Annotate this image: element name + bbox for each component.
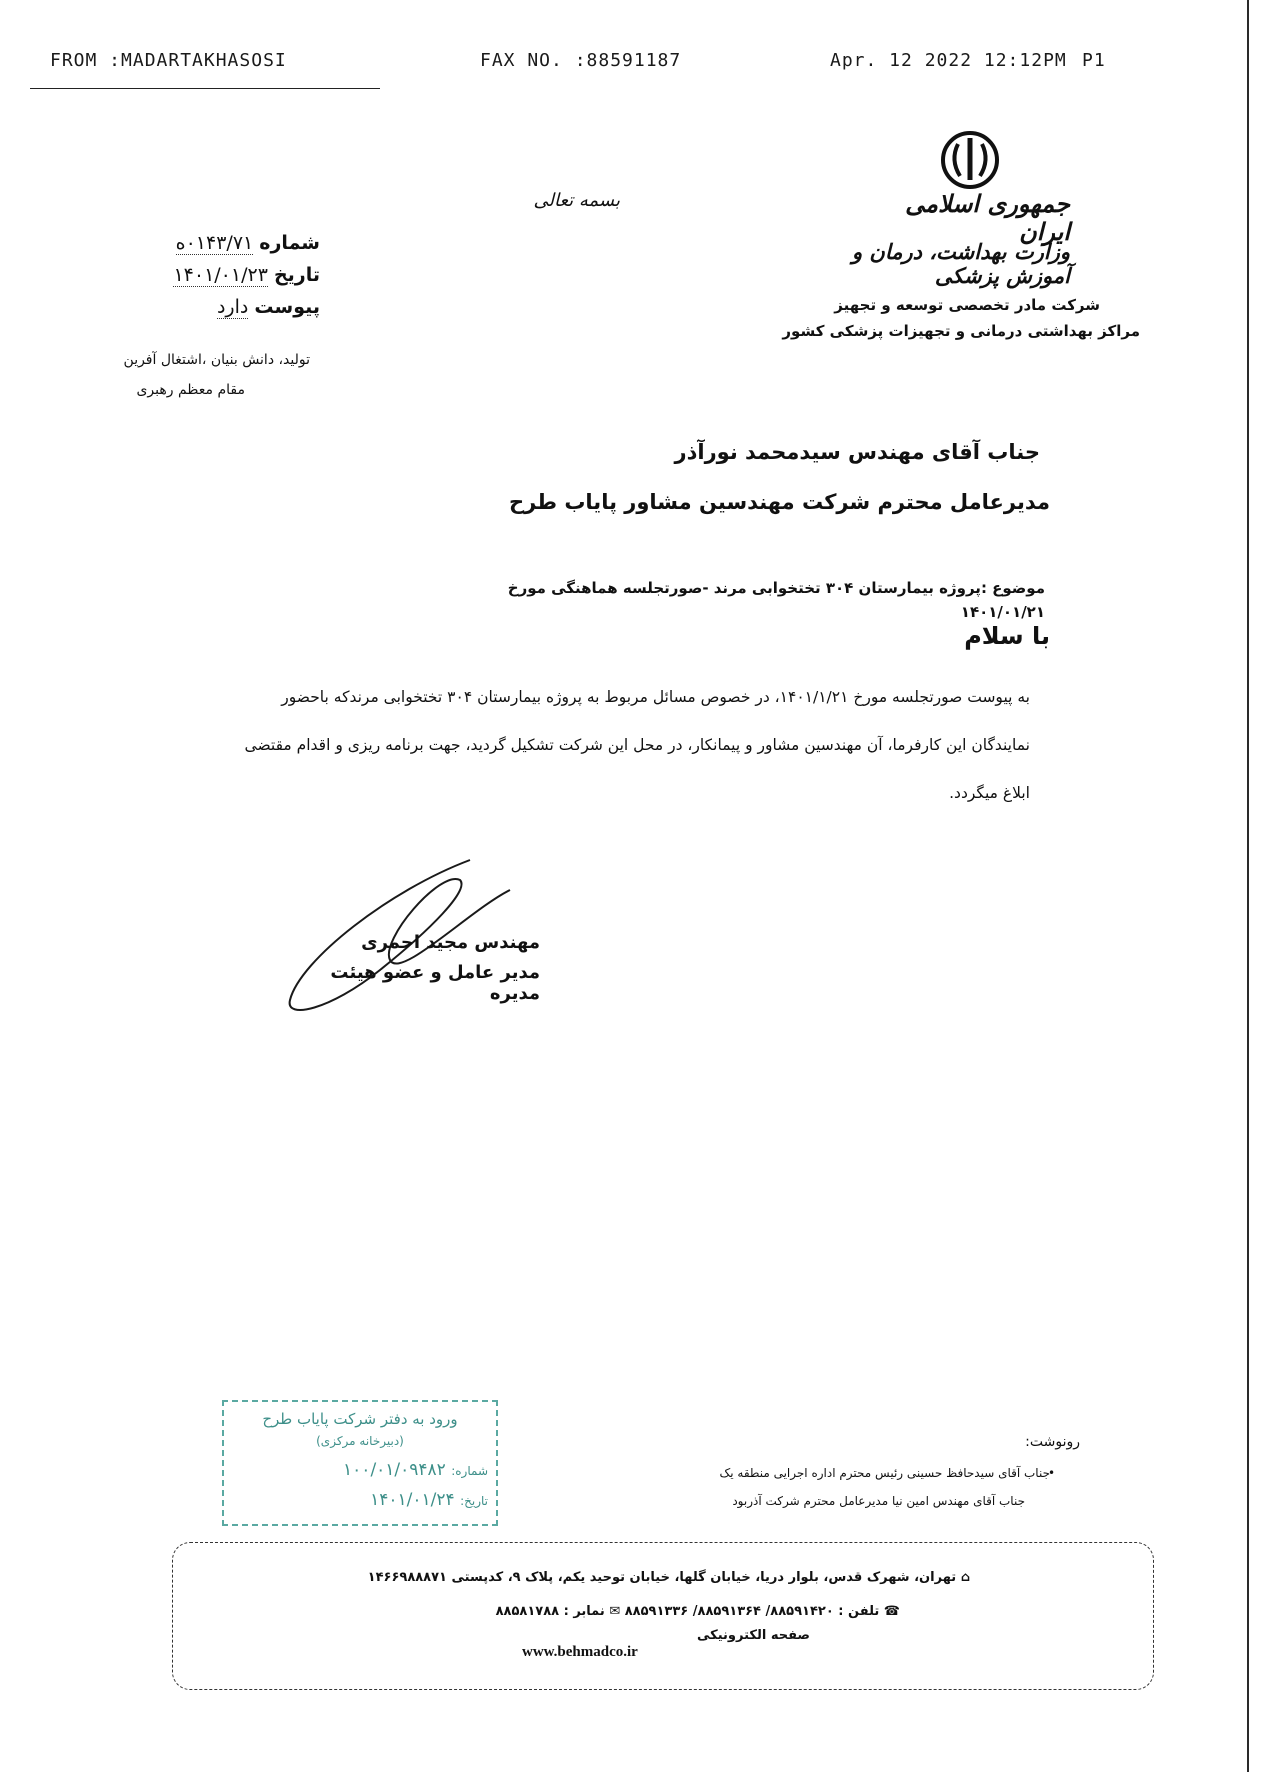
fax-datetime: Apr. 12 2022 12:12PM xyxy=(830,50,1067,71)
subject: موضوع :پروژه بیمارستان ۳۰۴ تختخوابی مرند -صورتجلسه هماهنگی مورخ ۱۴۰۱/۰۱/۲۱ xyxy=(507,579,1045,621)
letter-attachment-value: دارد xyxy=(216,296,249,318)
bullet-icon: • xyxy=(1048,1466,1056,1480)
website-label: صفحه الکترونیکی xyxy=(697,1628,810,1643)
fax-icon: ✉ xyxy=(609,1604,621,1619)
letter-date xyxy=(120,264,320,286)
slogan-line-2: مقام معظم رهبری xyxy=(136,382,245,398)
stamp-number-value: ۱۰۰/۰۱/۰۹۴۸۲ xyxy=(343,1460,446,1480)
iran-emblem-icon xyxy=(940,130,1000,194)
signatory-title: مدیر عامل و عضو هیئت مدیره xyxy=(330,962,540,1004)
recipient-line-1: جناب آقای مهندس سیدمحمد نورآذر xyxy=(674,440,1040,464)
location-icon: ⌂ xyxy=(960,1570,970,1585)
ministry-name: وزارت بهداشت، درمان و آموزش پزشکی xyxy=(851,240,1070,288)
letter-attachment-label: پیوست xyxy=(254,296,320,318)
stamp-date xyxy=(232,1490,488,1510)
letter-date-value: ۱۴۰۱/۰۱/۲۳ xyxy=(173,264,268,286)
scan-edge xyxy=(1247,0,1249,1772)
greeting: با سلام xyxy=(964,622,1050,650)
fax-from: FROM :MADARTAKHASOSI xyxy=(50,50,287,71)
stamp-number xyxy=(232,1460,488,1480)
organization-line-1: شرکت مادر تخصصی توسعه و تجهیز xyxy=(834,296,1100,314)
footer-address xyxy=(290,1570,970,1585)
signatory-name: مهندس مجید احمری xyxy=(361,932,540,953)
stamp-number-label: شماره: xyxy=(451,1464,488,1478)
fax-label: نمابر : xyxy=(563,1604,605,1619)
slogan-line-1: تولید، دانش بنیان ،اشتغال آفرین xyxy=(123,352,310,368)
body-line-3: ابلاغ میگردد. xyxy=(949,784,1030,802)
cc-label: رونوشت: xyxy=(1025,1434,1080,1450)
stamp-title: ورود به دفتر شرکت پایاب طرح xyxy=(262,1410,458,1428)
republic-name: جمهوری اسلامی ایران xyxy=(905,190,1070,246)
letter-date-label: تاریخ xyxy=(273,264,320,286)
letter-number xyxy=(120,232,320,254)
stamp-subtitle: (دبیرخانه مرکزی) xyxy=(316,1434,404,1448)
body-line-1: به پیوست صورتجلسه مورخ ۱۴۰۱/۱/۲۱، در خصوص مسائل مربوط به پروژه بیمارستان ۳۰۴ تختخوابی مرندکه باحضور xyxy=(281,688,1030,706)
stamp-date-value: ۱۴۰۱/۰۱/۲۴ xyxy=(370,1490,455,1510)
fax-page: P1 xyxy=(1082,50,1106,71)
cc-item: جناب آقای سیدحافظ حسینی رئیس محترم اداره اجرایی منطقه یک xyxy=(719,1466,1050,1480)
fax-number-footer: ۸۸۵۸۱۷۸۸ xyxy=(495,1604,560,1619)
letter-number-label: شماره xyxy=(259,232,320,254)
recipient-line-2: مدیرعامل محترم شرکت مهندسین مشاور پایاب طرح xyxy=(509,490,1050,514)
fax-number: FAX NO. :88591187 xyxy=(480,50,682,71)
received-stamp xyxy=(222,1400,498,1526)
phone-label: تلفن : xyxy=(838,1604,880,1619)
phone-numbers: ۸۸۵۹۱۴۲۰/ ۸۸۵۹۱۳۶۴/ ۸۸۵۹۱۳۳۶ xyxy=(624,1604,834,1619)
invocation: بسمه تعالی xyxy=(533,190,620,211)
organization-line-2: مراکز بهداشتی درمانی و تجهیزات پزشکی کشور xyxy=(782,322,1140,340)
letter-number-value: ۰۱۴۳/۷۱ه xyxy=(175,232,254,254)
body-line-2: نمایندگان این کارفرما، آن مهندسین مشاور و پیمانکار، در محل این شرکت تشکیل گردید، جهت برنامه ریزی و اقدام مقتضی xyxy=(244,736,1030,754)
phone-icon: ☎ xyxy=(883,1604,900,1619)
letter-attachment xyxy=(120,296,320,318)
cc-item: جناب آقای مهندس امین نیا مدیرعامل محترم شرکت آذربود xyxy=(732,1494,1025,1508)
website-link[interactable]: www.behmadco.ir xyxy=(522,1644,638,1660)
stamp-date-label: تاریخ: xyxy=(460,1494,488,1508)
footer-contact xyxy=(300,1604,900,1619)
footer-address-text: تهران، شهرک قدس، بلوار دریا، خیابان گلها، خیابان توحید یکم، پلاک ۹، کدپستی ۱۴۶۶۹۸۸۸۷۱ xyxy=(367,1570,957,1585)
fax-header-rule xyxy=(30,88,380,89)
